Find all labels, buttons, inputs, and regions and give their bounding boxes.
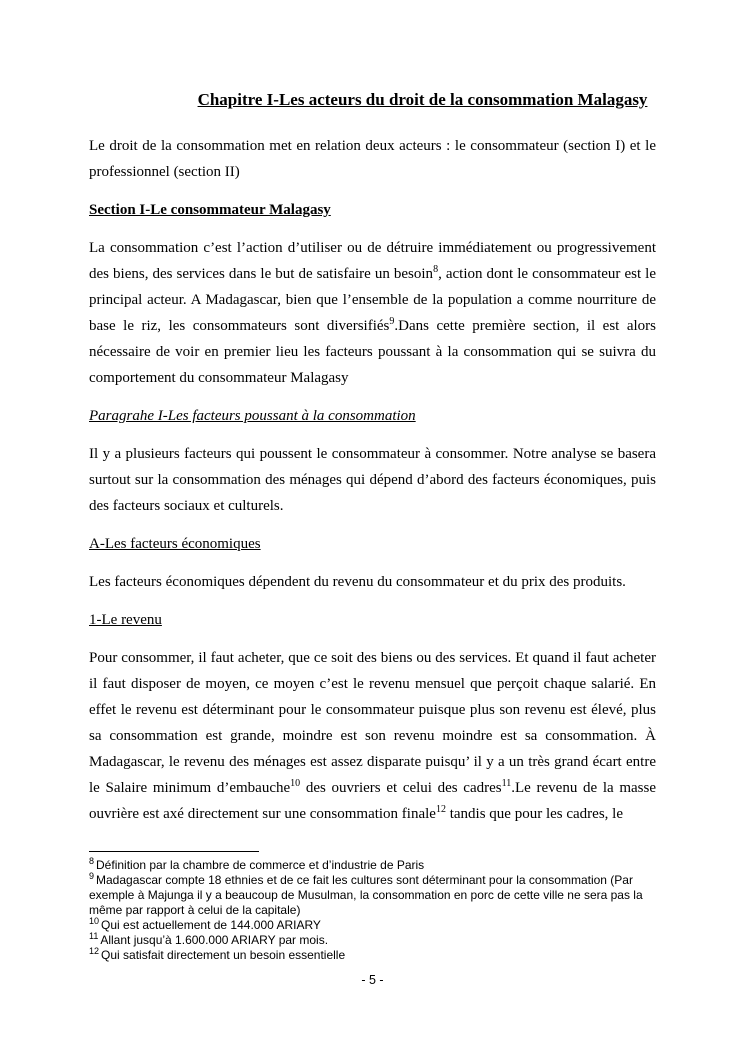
paragraphe-heading: Paragrahe I-Les facteurs poussant à la consommation [89, 408, 416, 424]
footnote-text: Définition par la chambre de commerce et d’industrie de Paris [96, 858, 425, 872]
footnotes-section [89, 851, 656, 963]
page-number: - 5 - [361, 973, 384, 987]
paragraph-text: , action dont le consommateur est le principal acteur. A Madagascar, bien que l’ensemble de la population a comme nourriture de base le riz, les consommateurs sont diversifiés [89, 266, 656, 334]
footnote-text: Qui satisfait directement un besoin essentielle [101, 948, 346, 962]
section-heading: Section I-Le consommateur Malagasy [89, 202, 331, 218]
footnote-number: 11 [89, 931, 99, 941]
paragraph-text: des ouvriers et celui des cadres [300, 780, 502, 796]
paragraph-text: .Dans cette première section, il est alors nécessaire de voir en premier lieu les facteurs poussant à la consommation qui se suivra du comportement du consommateur Malagasy [89, 318, 656, 386]
revenue-paragraph [89, 645, 656, 827]
paragraph-text: tandis que pour les cadres, le [445, 806, 623, 822]
footnote-ref-11: 11 [501, 778, 512, 789]
paragraph-text: La consommation c’est l’action d’utiliser ou de détruire immédiatement ou progressivement des biens, des services dans le but de satisfaire un besoin [89, 240, 656, 282]
footnote-ref-8: 8 [433, 264, 439, 275]
chapter-title: Chapitre I-Les acteurs du droit de la consommation Malagasy [197, 90, 648, 109]
economic-factors-heading: A-Les facteurs économiques [89, 536, 261, 552]
revenue-heading: 1-Le revenu [89, 612, 162, 628]
intro-paragraph: Le droit de la consommation met en relation deux acteurs : le consommateur (section I) et le professionnel (section II) [89, 138, 656, 180]
economic-paragraph: Les facteurs économiques dépendent du revenu du consommateur et du prix des produits. [89, 574, 626, 590]
footnote-10 [89, 918, 656, 933]
footnote-ref-9: 9 [389, 316, 395, 327]
footnote-11 [89, 933, 656, 948]
footnote-text: Allant jusqu’à 1.600.000 ARIARY par mois. [100, 933, 329, 947]
paragraph-text: Pour consommer, il faut acheter, que ce soit des biens ou des services. Et quand il faut acheter il faut disposer de moyen, ce moyen c’est le revenu mensuel que perçoit chaque salarié. En effet le revenu est déterminant pour le consommateur puisque plus son revenu est élevé, plus sa consommation est grande, moindre est son revenu moindre est sa consommation. À Madagascar, le revenu des ménages est assez disparate puisqu’ il y a un très grand écart entre le Salaire minimum d’embauche [89, 650, 656, 796]
footnote-number: 10 [89, 916, 100, 926]
footnote-8 [89, 858, 656, 873]
footnote-text: Qui est actuellement de 144.000 ARIARY [101, 918, 321, 932]
footnote-separator [89, 851, 259, 852]
footnote-ref-12: 12 [435, 804, 446, 815]
footnote-number: 8 [89, 856, 95, 866]
footnote-12 [89, 948, 656, 963]
paragraph-text: .Le revenu de la masse ouvrière est axé directement sur une consommation finale [89, 780, 656, 822]
factors-paragraph: Il y a plusieurs facteurs qui poussent le consommateur à consommer. Notre analyse se basera surtout sur la consommation des ménages qui dépend d’abord des facteurs économiques, puis des facteurs sociaux et culturels. [89, 446, 656, 514]
footnote-9 [89, 873, 656, 918]
footnote-ref-10: 10 [290, 778, 301, 789]
consumption-paragraph [89, 235, 656, 391]
footnote-number: 12 [89, 946, 100, 956]
footnote-number: 9 [89, 871, 95, 881]
footnote-text: Madagascar compte 18 ethnies et de ce fait les cultures sont déterminant pour la consommation (Par exemple à Majunga il y a beaucoup de Musulman, la consommation en porc de cette ville ne sera pas la même par rapport à celui de la capitale) [89, 873, 643, 917]
